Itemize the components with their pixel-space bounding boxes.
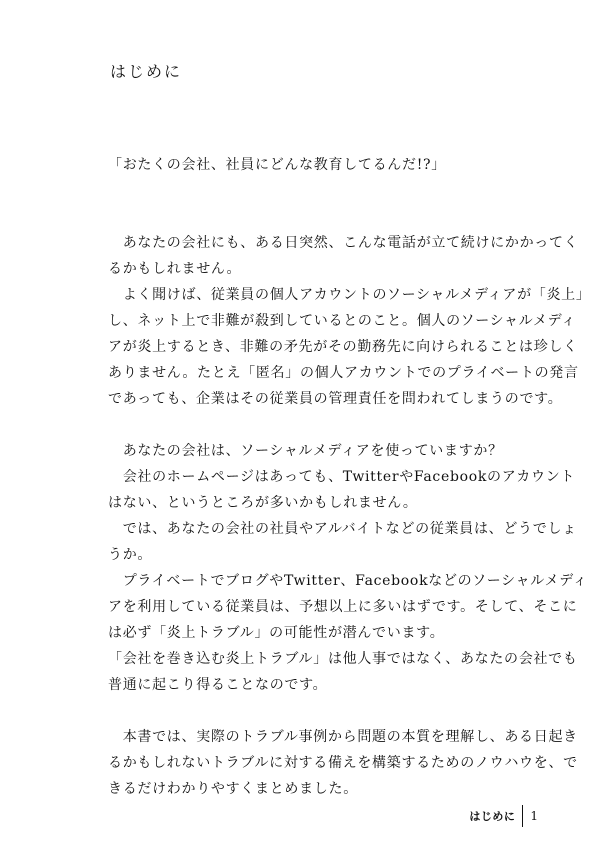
text-line: 「おたくの会社、社員にどんな教育してるんだ!?」 [108, 157, 446, 173]
text-line: あなたの会社は、ソーシャルメディアを使っていますか？ [108, 443, 503, 459]
text-line: あなたの会社にも、ある日突然、こんな電話が立て続けにかかってく [108, 235, 579, 251]
text-line: し、ネット上で非難が殺到しているとのこと。個人のソーシャルメディ [108, 313, 577, 329]
paragraph-spacer [108, 698, 500, 724]
text-line: プライベートでブログやTwitter、Facebookなどのソーシャルメディ [108, 573, 588, 589]
text-line: 本書では、実際のトラブル事例から問題の本質を理解し、ある日起き [108, 729, 578, 745]
text-line: では、あなたの会社の社員やアルバイトなどの従業員は、どうでしょ [108, 521, 577, 537]
body-text [108, 152, 591, 802]
page-footer [469, 805, 538, 827]
opening-quote-paragraph [108, 152, 500, 178]
running-footer-label: はじめに [469, 810, 516, 823]
body-paragraph [108, 230, 591, 412]
text-line: きるだけわかりやすくまとめました。 [108, 781, 358, 797]
paragraph-spacer [108, 412, 500, 438]
text-line: 普通に起こり得ることなのです。 [108, 677, 328, 693]
body-paragraph [108, 724, 578, 802]
paragraph-spacer [108, 204, 500, 230]
text-line: は必ず「炎上トラブル」の可能性が潜んでいます。 [108, 625, 445, 641]
paragraph-spacer [108, 178, 500, 204]
text-line: アが炎上するとき、非難の矛先がその勤務先に向けられることは珍しく [108, 339, 578, 355]
text-line: 会社のホームページはあっても、TwitterやFacebookのアカウント [108, 469, 576, 485]
page-number: 1 [530, 809, 538, 823]
text-line: よく聞けば、従業員の個人アカウントのソーシャルメディアが「炎上」 [108, 287, 591, 303]
body-paragraph [108, 438, 588, 698]
text-line: ありません。たとえ「匿名」の個人アカウントでのプライベートの発言 [108, 365, 579, 381]
text-line: うか。 [108, 547, 153, 563]
text-line: るかもしれないトラブルに対する備えを構築するためのノウハウを、で [108, 755, 578, 771]
chapter-title: はじめに [110, 62, 183, 81]
text-line: はない、というところが多いかもしれません。 [108, 495, 418, 511]
text-line: であっても、企業はその従業員の管理責任を問われてしまうのです。 [108, 391, 563, 407]
footer-divider [522, 805, 523, 827]
text-line: アを利用している従業員は、予想以上に多いはずです。そして、そこに [108, 599, 578, 615]
text-line: るかもしれません。 [108, 261, 242, 277]
text-line: 「会社を巻き込む炎上トラブル」は他人事ではなく、あなたの会社でも [108, 651, 578, 667]
